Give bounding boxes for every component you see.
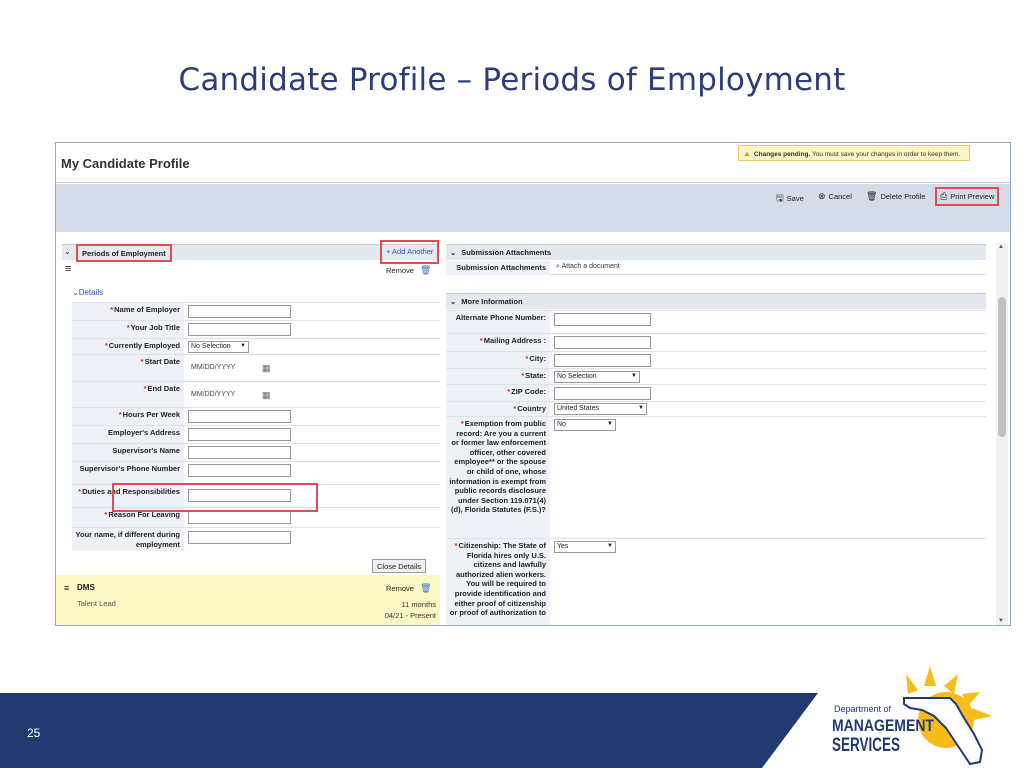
other-name-input[interactable] bbox=[188, 531, 291, 544]
more-info-panel bbox=[446, 243, 988, 626]
field-row-end-date bbox=[72, 381, 440, 407]
country-select[interactable]: United States ▼ bbox=[554, 403, 647, 415]
field-row-citizenship bbox=[446, 538, 986, 626]
field-label: *ZIP Code: bbox=[446, 385, 550, 401]
candidate-profile-screenshot bbox=[55, 142, 1011, 626]
entry-employer: DMS bbox=[77, 583, 95, 592]
field-row-country bbox=[446, 401, 986, 416]
chevron-down-icon: ▼ bbox=[607, 543, 613, 549]
chevron-down-icon: ▼ bbox=[240, 343, 246, 349]
mailing-address-input[interactable] bbox=[554, 336, 651, 349]
chevron-down-icon: ⌄ bbox=[72, 288, 79, 297]
field-label: *Duties and Responsibilities bbox=[72, 485, 184, 507]
field-row-supervisor-name bbox=[72, 443, 440, 461]
trash-icon[interactable]: 🗑 bbox=[419, 583, 432, 593]
scroll-up-icon[interactable]: ▲ bbox=[998, 244, 1004, 250]
field-row-exemption bbox=[446, 416, 986, 538]
field-row-state bbox=[446, 368, 986, 384]
calendar-icon[interactable]: ▦ bbox=[262, 390, 271, 400]
cancel-icon: ⊗ bbox=[818, 191, 826, 201]
field-row-job-title bbox=[72, 320, 440, 338]
field-label: Your name, if different during employment bbox=[72, 528, 184, 551]
field-label: *Mailing Address : bbox=[446, 334, 550, 351]
field-label: *State: bbox=[446, 369, 550, 384]
field-label: *End Date bbox=[72, 382, 184, 407]
dms-logo bbox=[830, 658, 1010, 768]
exemption-select[interactable]: No ▼ bbox=[554, 419, 616, 431]
field-row-currently-employed bbox=[72, 338, 440, 354]
field-label: Employer's Address bbox=[72, 426, 184, 443]
app-header bbox=[56, 143, 1010, 183]
scroll-down-icon[interactable]: ▼ bbox=[998, 618, 1004, 624]
field-label: Supervisor's Phone Number bbox=[72, 462, 184, 484]
field-label: *Currently Employed bbox=[72, 339, 184, 354]
paperclip-icon: ⌕ bbox=[556, 263, 562, 270]
changes-pending-banner: ▲ Changes pending. You must save your changes in order to keep them. bbox=[738, 145, 970, 161]
employer-name-input[interactable] bbox=[188, 305, 291, 318]
employment-entry[interactable] bbox=[56, 575, 440, 626]
attachments-section-header[interactable]: ⌄ Submission Attachments bbox=[446, 244, 986, 260]
job-title-input[interactable] bbox=[188, 323, 291, 336]
field-label: *Citizenship: The State of Florida hires only U.S. citizens and lawfully authorized alien workers. You will be required to provide identification and either proof of citizenship or proof of authorization to bbox=[446, 539, 550, 626]
svg-text:Department of: Department of bbox=[834, 704, 892, 714]
printer-icon: ⎙ bbox=[940, 191, 948, 201]
page-number: 25 bbox=[27, 726, 41, 740]
svg-text:MANAGEMENT: MANAGEMENT bbox=[832, 716, 935, 735]
field-row-employer bbox=[72, 302, 440, 320]
svg-text:SERVICES: SERVICES bbox=[832, 735, 900, 756]
add-another-link[interactable]: + Add Another bbox=[380, 240, 439, 264]
field-row-employer-address bbox=[72, 425, 440, 443]
city-input[interactable] bbox=[554, 354, 651, 367]
state-select[interactable]: No Selection ▼ bbox=[554, 371, 640, 383]
attachments-label: Submission Attachments bbox=[446, 261, 550, 275]
entry-duration: 11 months 04/21 - Present bbox=[384, 600, 436, 620]
field-label: *Start Date bbox=[72, 355, 184, 381]
employment-section-header bbox=[62, 244, 438, 260]
attach-document-link[interactable]: ⌕ Attach a document bbox=[556, 263, 620, 270]
chevron-down-icon: ⌄ bbox=[450, 248, 457, 257]
field-row-other-name bbox=[72, 527, 440, 551]
field-row-mailing-address bbox=[446, 333, 986, 351]
entry-remove-link[interactable]: Remove 🗑 bbox=[386, 583, 432, 593]
field-label: *Hours Per Week bbox=[72, 408, 184, 425]
print-preview-button[interactable]: ⎙ Print Preview bbox=[935, 187, 999, 206]
field-label: *Your Job Title bbox=[72, 321, 184, 338]
field-label: *Exemption from public record: Are you a current or former law enforcement officer, other covered employee** or the spouse or child of one, whose information is exempt from public records disclosure under Section 119.071(4)(d), Florida Statutes (F.S.)? bbox=[446, 417, 550, 538]
warning-icon: ▲ bbox=[743, 149, 751, 158]
hours-per-week-input[interactable] bbox=[188, 410, 291, 423]
delete-profile-button[interactable]: 🗑 Delete Profile bbox=[866, 191, 926, 201]
entry-role: Talent Lead bbox=[77, 599, 116, 608]
chevron-down-icon: ▼ bbox=[638, 405, 644, 411]
field-label: *City: bbox=[446, 352, 550, 368]
remove-link[interactable]: Remove 🗑 bbox=[386, 265, 432, 275]
currently-employed-select[interactable]: No Selection ▼ bbox=[188, 341, 249, 353]
calendar-icon[interactable]: ▦ bbox=[262, 363, 271, 373]
field-label: Supervisor's Name bbox=[72, 444, 184, 461]
chevron-down-icon: ⌄ bbox=[450, 297, 457, 306]
field-row-city bbox=[446, 351, 986, 368]
slide-title: Candidate Profile – Periods of Employment bbox=[178, 62, 846, 98]
field-row-zip bbox=[446, 384, 986, 401]
supervisor-name-input[interactable] bbox=[188, 446, 291, 459]
menu-icon[interactable]: ≡ bbox=[65, 263, 72, 275]
field-label: *Country bbox=[446, 402, 550, 416]
supervisor-phone-input[interactable] bbox=[188, 464, 291, 477]
end-date-input[interactable]: MM/DD/YYYY bbox=[188, 389, 262, 402]
chevron-down-icon[interactable]: ⌄ bbox=[64, 247, 71, 256]
chevron-down-icon: ▼ bbox=[631, 373, 637, 379]
field-row-supervisor-phone bbox=[72, 461, 440, 484]
more-info-section-header[interactable]: ⌄ More Information bbox=[446, 293, 986, 309]
field-row-hours bbox=[72, 407, 440, 425]
save-button[interactable]: 🖫 Save bbox=[776, 193, 804, 203]
attachments-row bbox=[446, 261, 986, 275]
page-title: My Candidate Profile bbox=[61, 156, 190, 171]
action-toolbar bbox=[56, 184, 1010, 232]
citizenship-select[interactable]: Yes ▼ bbox=[554, 541, 616, 553]
field-label: Alternate Phone Number: bbox=[446, 311, 550, 333]
menu-icon[interactable]: ≡ bbox=[64, 583, 70, 593]
chevron-down-icon: ▼ bbox=[607, 421, 613, 427]
zip-code-input[interactable] bbox=[554, 387, 651, 400]
field-row-start-date bbox=[72, 354, 440, 381]
close-details-button[interactable]: Close Details bbox=[372, 559, 426, 573]
trash-icon: 🗑 bbox=[866, 191, 878, 201]
reason-for-leaving-input[interactable] bbox=[188, 511, 291, 524]
duties-highlight bbox=[112, 483, 318, 512]
field-label: *Name of Employer bbox=[72, 303, 184, 320]
scrollbar-thumb[interactable] bbox=[998, 297, 1006, 437]
trash-icon[interactable]: 🗑 bbox=[419, 265, 432, 275]
start-date-input[interactable]: MM/DD/YYYY bbox=[188, 362, 262, 375]
periods-of-employment-heading: Periods of Employment bbox=[76, 244, 172, 262]
field-label: *Reason For Leaving bbox=[72, 508, 184, 527]
field-row-alt-phone bbox=[446, 310, 986, 333]
details-toggle[interactable]: ⌄Details bbox=[72, 288, 104, 297]
alt-phone-input[interactable] bbox=[554, 313, 651, 326]
save-icon: 🖫 bbox=[776, 193, 784, 203]
employer-address-input[interactable] bbox=[188, 428, 291, 441]
scrollbar[interactable] bbox=[996, 243, 1008, 625]
cancel-button[interactable]: ⊗ Cancel bbox=[818, 191, 852, 201]
